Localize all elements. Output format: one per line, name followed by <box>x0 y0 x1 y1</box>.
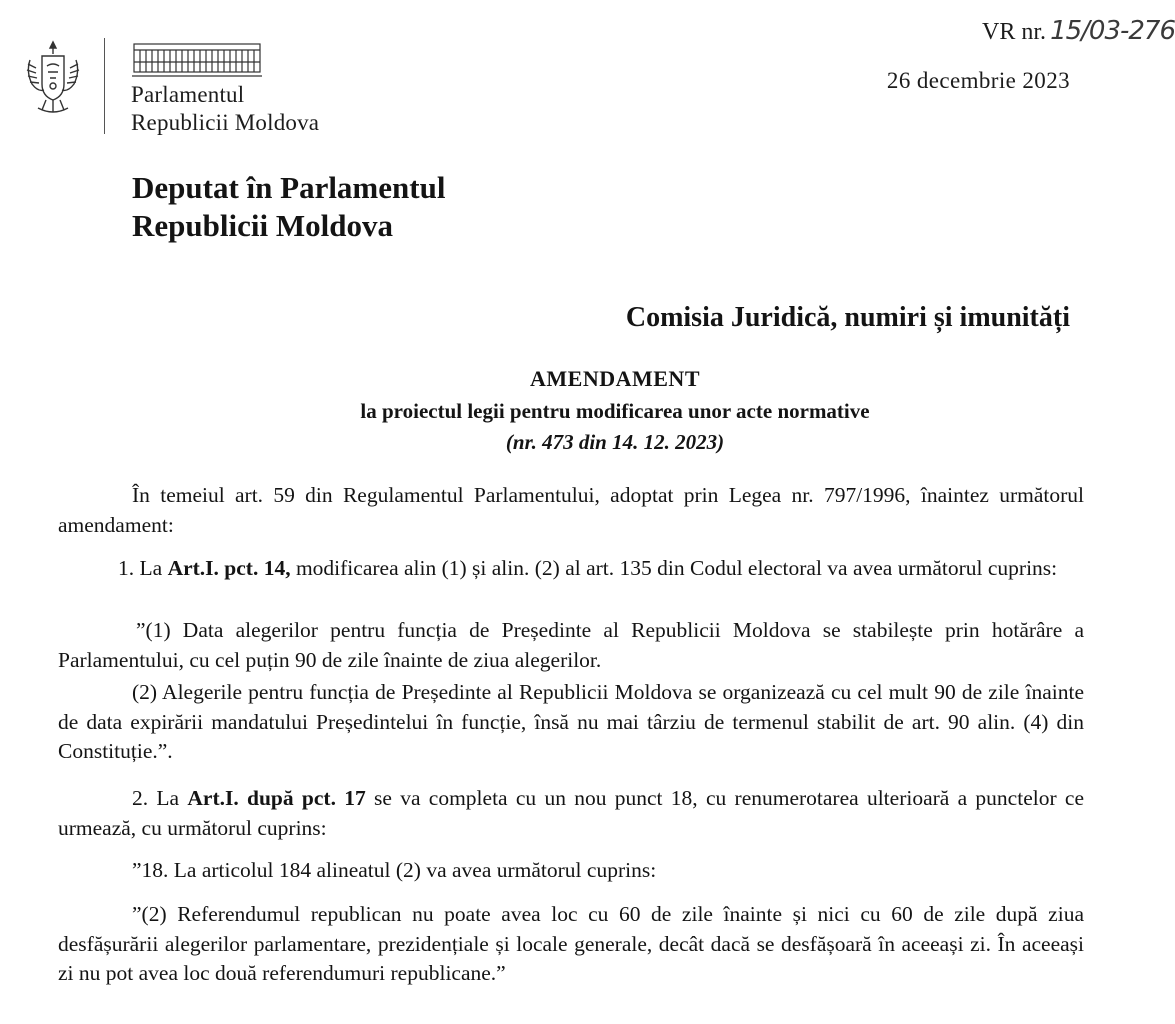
item-1-quote-1: ”(1) Data alegerilor pentru funcția de Președinte al Republicii Moldova se stabilește prin hotărâre a Parlamentului, cu cel puțin 90 de zile înainte de ziua alegerilor. <box>58 618 1084 672</box>
institution-name: Parlamentul <box>131 82 245 107</box>
document-date: 26 decembrie 2023 <box>886 68 1070 93</box>
item-2-quote-body: ”(2) Referendumul republican nu poate avea loc cu 60 de zile înainte și nici cu 60 de zile după ziua desfășurării alegerilor parlamentare, prezidențiale și locale generale, decât dacă se desfășoară în aceeași zi. În aceeași zi nu pot avea loc două referendumuri republicane.” <box>58 902 1084 985</box>
document-title: AMENDAMENT <box>530 366 700 391</box>
coat-of-arms-icon <box>22 38 84 118</box>
item-1-reference: Art.I. pct. 14, <box>167 556 291 580</box>
bill-number: (nr. 473 din 14. 12. 2023) <box>505 430 725 454</box>
header-divider <box>104 38 105 134</box>
intro-paragraph: În temeiul art. 59 din Regulamentul Parlamentului, adoptat prin Legea nr. 797/1996, înaintez următorul amendament: <box>58 483 1084 537</box>
item-1-paragraph: 1. La Art.I. pct. 14, modificarea alin (1) și alin. (2) al art. 135 din Codul electoral va avea următorul cuprins: <box>118 556 1058 580</box>
reference-number <box>982 16 1175 46</box>
item-2-reference: Art.I. după pct. 17 <box>187 786 366 810</box>
sender-title-line2: Republicii Moldova <box>132 208 393 243</box>
item-2-quote-intro: ”18. La articolul 184 alineatul (2) va avea următorul cuprins: <box>132 858 657 882</box>
document-subtitle: la proiectul legii pentru modificarea unor acte normative <box>360 399 870 423</box>
item-2-paragraph: 2. La Art.I. după pct. 17 se va completa cu un nou punct 18, cu renumerotarea ulterioară a punctelor ce urmează, cu următorul cuprins: <box>58 786 1084 840</box>
handwritten-reference: 15/03-276 <box>1050 16 1175 46</box>
institution-country: Republicii Moldova <box>131 110 320 135</box>
sender-title: Deputat în Parlamentul <box>132 170 446 205</box>
reference-prefix: VR nr. <box>982 19 1047 45</box>
item-1-quote-2: (2) Alegerile pentru funcția de Președinte al Republicii Moldova se organizează cu cel mult 90 de zile înainte de data expirării mandatului Președintelui în funcție, însă nu mai târziu de termenul stabilit de art. 90 alin. (4) din Constituție.”. <box>58 680 1084 763</box>
recipient-commission: Comisia Juridică, numiri și imunități <box>625 302 1070 333</box>
parliament-building-icon <box>132 40 262 78</box>
